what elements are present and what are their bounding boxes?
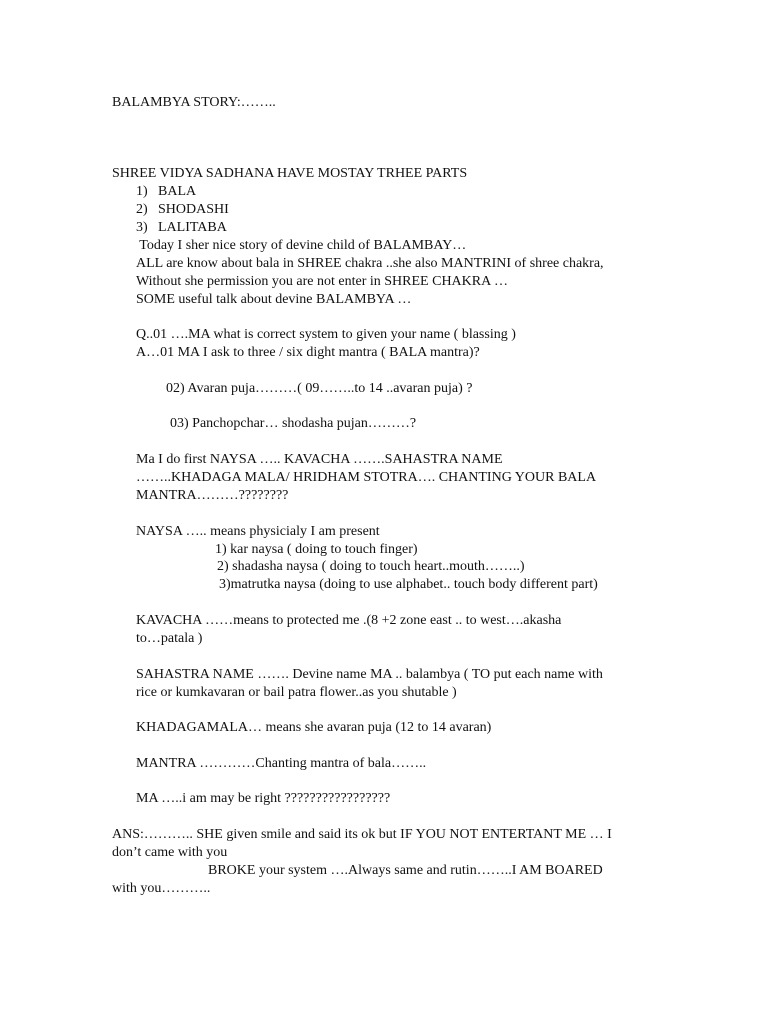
- naysa-line: NAYSA ….. means physicialy I am present: [136, 524, 380, 539]
- document-title: BALAMBYA STORY:……..: [112, 95, 276, 110]
- part-label: BALA: [158, 184, 197, 199]
- part-number: 2): [136, 202, 148, 217]
- ma-right-line: MA …..i am may be right ?????????????????: [136, 791, 391, 806]
- kavacha-line: KAVACHA ……means to protected me .(8 +2 zone east .. to west….akasha: [136, 613, 562, 628]
- answer-paragraph-line: ANS:……….. SHE given smile and said its ok but IF YOU NOT ENTERTANT ME … I: [112, 827, 612, 842]
- sahastra-line: SAHASTRA NAME ……. Devine name MA .. balambya ( TO put each name with: [136, 667, 603, 682]
- answer-line: A…01 MA I ask to three / six dight mantra ( BALA mantra)?: [136, 345, 480, 360]
- question-line: Q..01 ….MA what is correct system to given your name ( blassing ): [136, 327, 516, 342]
- procedure-line: Ma I do first NAYSA ….. KAVACHA …….SAHASTRA NAME: [136, 452, 503, 467]
- naysa-item: 1) kar naysa ( doing to touch finger): [215, 542, 418, 557]
- part-number: 1): [136, 184, 148, 199]
- part-number: 3): [136, 220, 148, 235]
- procedure-line: MANTRA………????????: [136, 488, 289, 503]
- sahastra-line: rice or kumkavaran or bail patra flower..as you shutable ): [136, 685, 457, 700]
- mantra-line: MANTRA …………Chanting mantra of bala……..: [136, 756, 427, 771]
- part-label: LALITABA: [158, 220, 227, 235]
- part-label: SHODASHI: [158, 202, 229, 217]
- kavacha-line: to…patala ): [136, 631, 203, 646]
- story-line: Without she permission you are not enter in SHREE CHAKRA …: [136, 274, 508, 289]
- answer-line: 02) Avaran puja………( 09……..to 14 ..avaran puja) ?: [166, 381, 473, 396]
- khadagamala-line: KHADAGAMALA… means she avaran puja (12 to 14 avaran): [136, 720, 492, 735]
- procedure-line: ……..KHADAGA MALA/ HRIDHAM STOTRA…. CHANTING YOUR BALA: [136, 470, 597, 485]
- answer-paragraph-line: BROKE your system ….Always same and rutin……..I AM BOARED: [208, 863, 603, 878]
- intro-heading: SHREE VIDYA SADHANA HAVE MOSTAY TRHEE PARTS: [112, 166, 468, 181]
- answer-paragraph-line: don’t came with you: [112, 845, 228, 860]
- answer-paragraph-line: with you………..: [112, 881, 211, 896]
- story-line: ALL are know about bala in SHREE chakra ..she also MANTRINI of shree chakra,: [136, 256, 604, 271]
- naysa-item: 3)matrutka naysa (doing to use alphabet.. touch body different part): [219, 577, 598, 592]
- answer-line: 03) Panchopchar… shodasha pujan………?: [170, 416, 417, 431]
- story-line: Today I sher nice story of devine child of BALAMBAY…: [136, 238, 467, 253]
- naysa-item: 2) shadasha naysa ( doing to touch heart..mouth……..): [217, 559, 525, 574]
- story-line: SOME useful talk about devine BALAMBYA …: [136, 292, 412, 307]
